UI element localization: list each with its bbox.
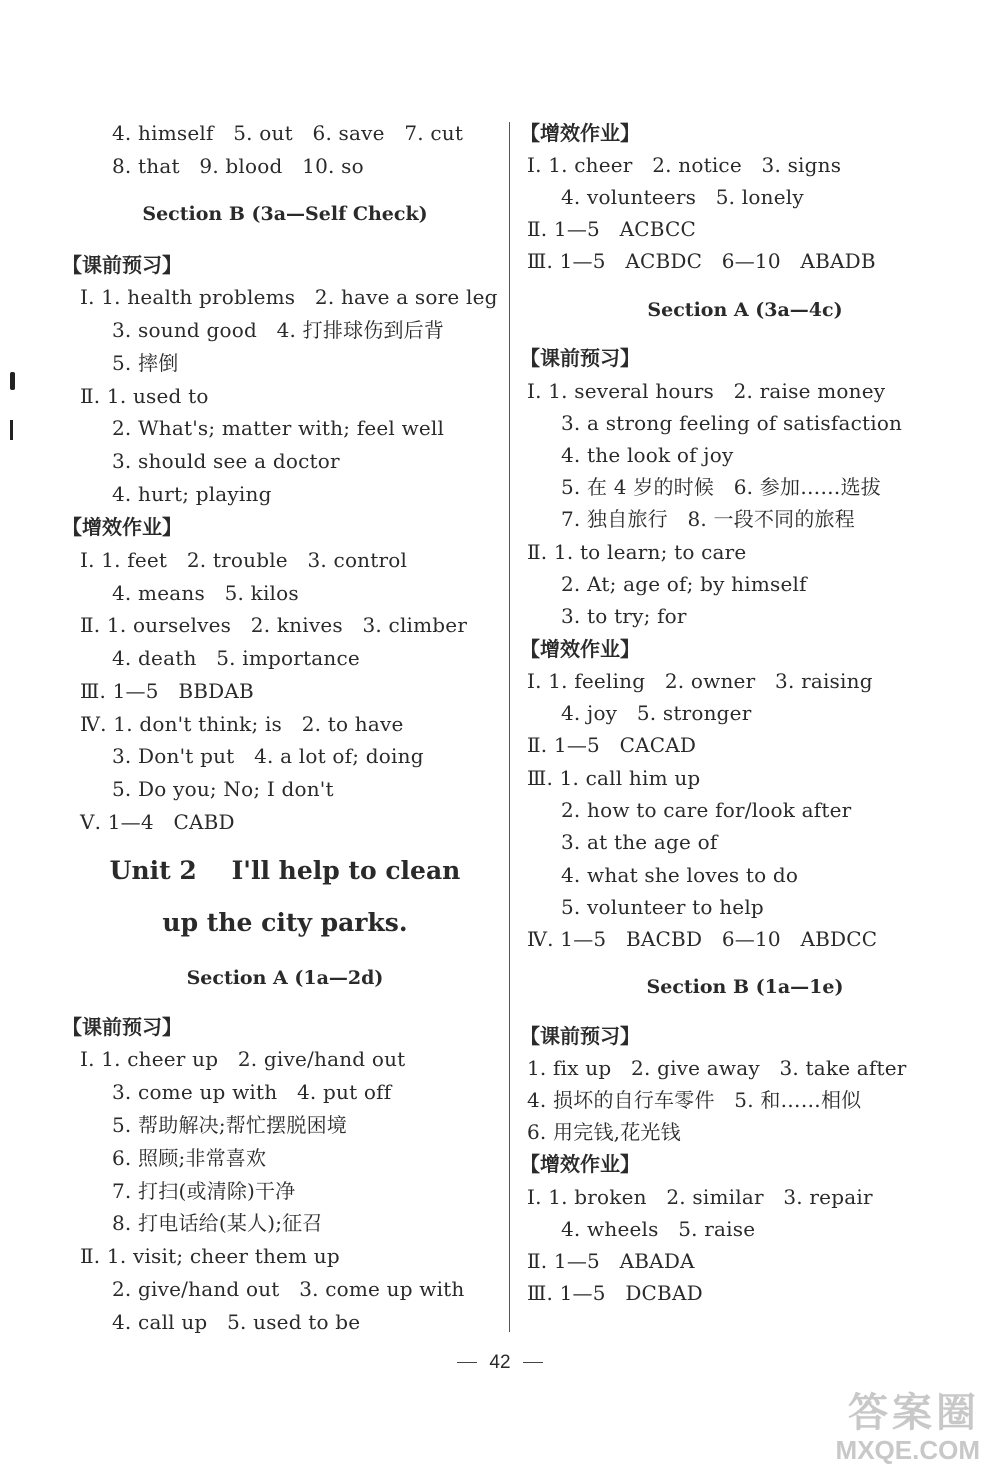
answer-line: 4. wheels 5. raise — [561, 1217, 756, 1241]
scan-mark — [10, 420, 13, 440]
answer-line: 1. fix up 2. give away 3. take after — [527, 1056, 907, 1080]
answer-line: Ⅰ. 1. broken 2. similar 3. repair — [527, 1185, 873, 1209]
answer-line: 3. to try; for — [561, 604, 687, 628]
answer-line: 5. 在 4 岁的时候 6. 参加……选拔 — [561, 475, 881, 499]
answer-line: Ⅱ. 1—5 ABADA — [527, 1249, 695, 1273]
answer-line: 7. 打扫(或清除)干净 — [112, 1179, 296, 1203]
answer-line: Ⅲ. 1—5 DCBAD — [527, 1281, 703, 1305]
page-number — [0, 1352, 1000, 1374]
answer-line: 5. volunteer to help — [561, 895, 764, 919]
page-number-dash — [523, 1362, 543, 1363]
preview-heading: 【课前预习】 — [520, 346, 640, 370]
answer-line: Ⅱ. 1. visit; cheer them up — [80, 1244, 340, 1268]
watermark-logo: 答案圈 — [848, 1391, 980, 1435]
answer-line: Ⅰ. 1. health problems 2. have a sore leg — [80, 285, 498, 309]
answer-line: 5. 帮助解决;帮忙摆脱困境 — [112, 1113, 347, 1137]
answer-line: 6. 用完钱,花光钱 — [527, 1120, 681, 1144]
answer-line: Ⅳ. 1—5 BACBD 6—10 ABDCC — [527, 927, 878, 951]
section-title: Section B (1a—1e) — [646, 976, 844, 998]
answer-line: 3. at the age of — [561, 830, 718, 854]
answer-line: Ⅰ. 1. cheer up 2. give/hand out — [80, 1047, 406, 1071]
answer-line: 3. should see a doctor — [112, 449, 340, 473]
answer-line: 3. a strong feeling of satisfaction — [561, 411, 903, 435]
page-number-value: 42 — [489, 1352, 511, 1373]
answer-line: Ⅲ. 1—5 ACBDC 6—10 ABADB — [527, 249, 876, 273]
answer-line: Ⅱ. 1. to learn; to care — [527, 540, 747, 564]
answer-line: 6. 照顾;非常喜欢 — [112, 1146, 267, 1170]
answer-line: 8. 打电话给(某人);征召 — [112, 1211, 323, 1235]
answer-line: Ⅴ. 1—4 CABD — [80, 810, 235, 834]
section-title: Section B (3a—Self Check) — [142, 203, 428, 225]
answer-line: 4. death 5. importance — [112, 646, 360, 670]
answer-line: 2. What's; matter with; feel well — [112, 416, 445, 440]
answer-line: Ⅲ. 1—5 BBDAB — [80, 679, 254, 703]
answer-line: 3. sound good 4. 打排球伤到后背 — [112, 318, 445, 342]
answer-line: 5. 摔倒 — [112, 351, 179, 375]
answer-line: 4. volunteers 5. lonely — [561, 185, 804, 209]
answer-line: Ⅱ. 1. ourselves 2. knives 3. climber — [80, 613, 468, 637]
answer-line: Ⅰ. 1. several hours 2. raise money — [527, 379, 886, 403]
page-number-dash — [457, 1362, 477, 1363]
answer-line: 4. himself 5. out 6. save 7. cut — [112, 121, 464, 145]
answer-line: 3. come up with 4. put off — [112, 1080, 392, 1104]
answer-line: 4. 损坏的自行车零件 5. 和……相似 — [527, 1088, 862, 1112]
homework-heading: 【增效作业】 — [520, 1152, 640, 1176]
homework-heading: 【增效作业】 — [520, 121, 640, 145]
answer-line: Ⅱ. 1. used to — [80, 384, 209, 408]
answer-line: 4. joy 5. stronger — [561, 701, 752, 725]
watermark — [836, 1391, 980, 1465]
answer-line: Ⅱ. 1—5 CACAD — [527, 733, 697, 757]
homework-heading: 【增效作业】 — [62, 515, 182, 539]
answer-line: 7. 独自旅行 8. 一段不同的旅程 — [561, 507, 855, 531]
preview-heading: 【课前预习】 — [62, 253, 182, 277]
answer-line: 3. Don't put 4. a lot of; doing — [112, 744, 424, 768]
homework-heading: 【增效作业】 — [520, 637, 640, 661]
answer-line: 2. how to care for/look after — [561, 798, 852, 822]
column-divider — [509, 122, 510, 1332]
unit-title-line-1: Unit 2 I'll help to clean — [109, 856, 461, 885]
preview-heading: 【课前预习】 — [520, 1024, 640, 1048]
watermark-url: MXQE.COM — [835, 1435, 980, 1465]
section-title: Section A (1a—2d) — [186, 967, 384, 989]
answer-line: 5. Do you; No; I don't — [112, 777, 334, 801]
answer-line: Ⅰ. 1. feet 2. trouble 3. control — [80, 548, 408, 572]
answer-line: 4. what she loves to do — [561, 863, 799, 887]
answer-line: 4. hurt; playing — [112, 482, 272, 506]
answer-line: 2. give/hand out 3. come up with — [112, 1277, 465, 1301]
answer-line: 4. call up 5. used to be — [112, 1310, 361, 1334]
answer-line: 8. that 9. blood 10. so — [112, 154, 364, 178]
unit-title-line-2: up the city parks. — [162, 908, 408, 937]
scan-mark — [10, 372, 15, 390]
answer-line: 2. At; age of; by himself — [561, 572, 807, 596]
answer-line: Ⅱ. 1—5 ACBCC — [527, 217, 697, 241]
answer-line: Ⅳ. 1. don't think; is 2. to have — [80, 712, 404, 736]
answer-line: Ⅰ. 1. feeling 2. owner 3. raising — [527, 669, 873, 693]
answer-line: Ⅰ. 1. cheer 2. notice 3. signs — [527, 153, 842, 177]
answer-line: Ⅲ. 1. call him up — [527, 766, 701, 790]
answer-line: 4. means 5. kilos — [112, 581, 299, 605]
preview-heading: 【课前预习】 — [62, 1015, 182, 1039]
answer-line: 4. the look of joy — [561, 443, 734, 467]
section-title: Section A (3a—4c) — [647, 299, 843, 321]
